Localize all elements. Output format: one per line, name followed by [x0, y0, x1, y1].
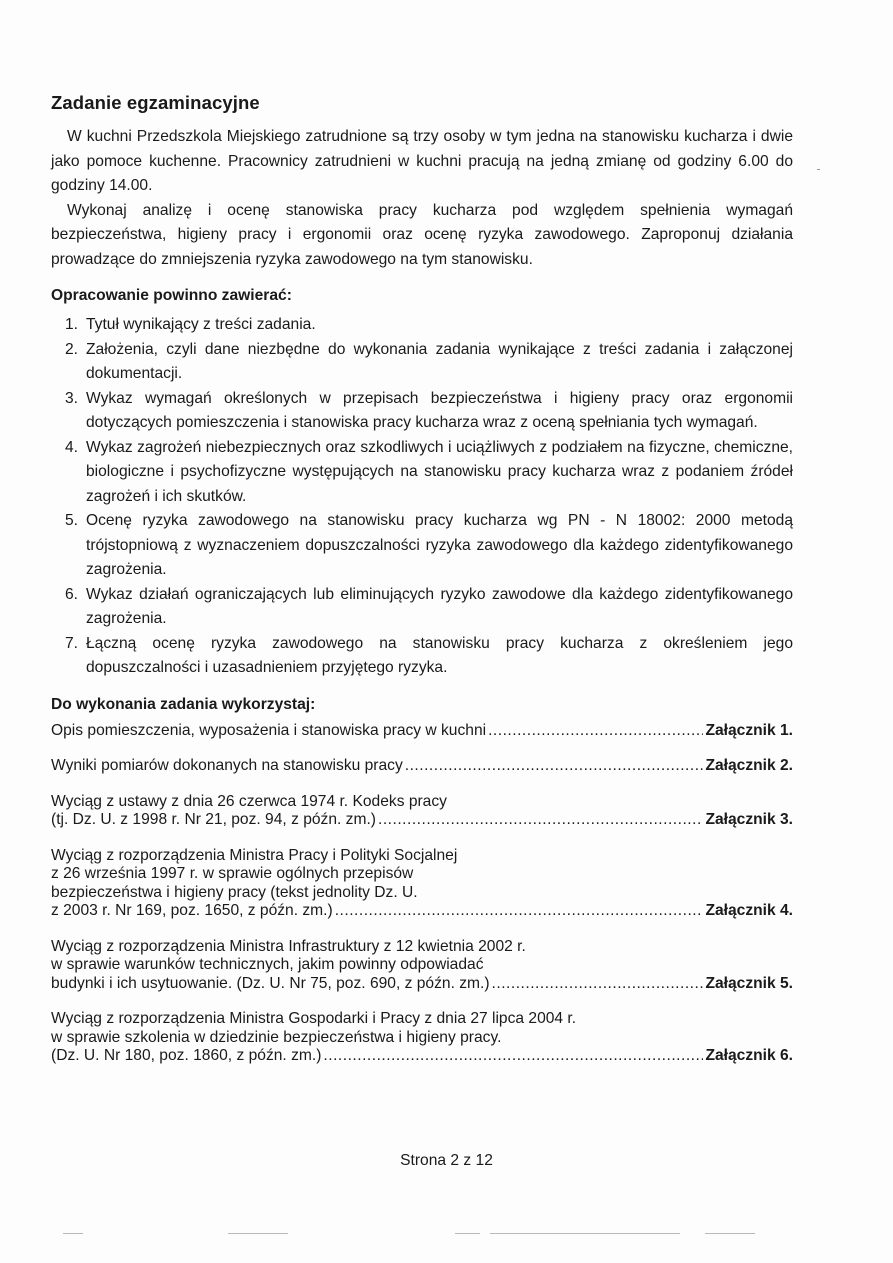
resource-entry-line: w sprawie szkolenia w dziedzinie bezpieczeństwa i higieny pracy. [51, 1028, 502, 1046]
resource-entry-line: z 26 września 1997 r. w sprawie ogólnych przepisów [51, 865, 414, 882]
requirements-heading: Opracowanie powinno zawierać: [51, 287, 292, 304]
leader-dots [405, 757, 704, 776]
page-number: Strona 2 z 12 [400, 1152, 493, 1169]
intro-paragraph-1: W kuchni Przedszkola Miejskiego zatrudnione są trzy osoby w tym jedna na stanowisku kucharza i dwie jako pomoce kuchenne. Pracownicy zatrudnieni w kuchni pracują na jedną zmianę od godziny 6.00 do godziny 14.00. [51, 128, 793, 194]
list-item [51, 632, 793, 681]
leader-dots [488, 722, 703, 741]
list-item [51, 436, 793, 510]
attachment-label: Załącznik 2. [705, 757, 793, 774]
attachment-label: Załącznik 3. [705, 811, 793, 828]
list-item [51, 509, 793, 583]
list-item [51, 387, 793, 436]
list-item-text: Wykaz działań ograniczających lub eliminujących ryzyko zawodowe dla każdego zidentyfikowanego zagrożenia. [86, 585, 793, 627]
scan-line [705, 1233, 755, 1234]
leader-dots [378, 811, 703, 830]
attachment-label: Załącznik 6. [705, 1047, 793, 1064]
page-title: Zadanie egzaminacyjne [51, 92, 260, 113]
scan-speck [817, 169, 820, 170]
leader-dots [335, 902, 704, 921]
list-item-text: Wykaz wymagań określonych w przepisach bezpieczeństwa i higieny pracy oraz ergonomii dotyczących pomieszczenia i stanowiska pracy kucharza wraz z oceną spełniania tych wymagań. [86, 389, 793, 431]
resource-entry-text: budynki i ich usytuowanie. (Dz. U. Nr 75, poz. 690, z późn. zm.) [51, 974, 490, 992]
resource-entry-line: Wyciąg z ustawy z dnia 26 czerwca 1974 r. Kodeks pracy [51, 792, 447, 810]
resource-entry-line: w sprawie warunków technicznych, jakim powinny odpowiadać [51, 956, 484, 973]
intro-paragraph-2: Wykonaj analizę i ocenę stanowiska pracy kucharza pod względem spełnienia wymagań bezpieczeństwa, higieny pracy i ergonomii oraz ocenę ryzyka zawodowego. Zaproponuj działania prowadzące do zmniejszenia ryzyka zawodowego na tym stanowisku. [51, 201, 793, 268]
resource-entry-3 [51, 793, 793, 830]
list-item [51, 338, 793, 387]
list-item-number: 6. [65, 585, 79, 603]
list-item-text: Łączną ocenę ryzyka zawodowego na stanowisku pracy kucharza z określeniem jego dopuszczalności i uzasadnieniem przyjętego ryzyka. [86, 634, 793, 676]
exam-page [51, 92, 793, 1083]
resource-entry-5 [51, 938, 793, 994]
list-item-text: Wykaz zagrożeń niebezpiecznych oraz szkodliwych i uciążliwych z podziałem na fizyczne, chemiczne, biologiczne i psychofizyczne występujących na stanowisku pracy kucharza wraz z podaniem źródeł zagrożeń i ich skutków. [86, 438, 793, 505]
resource-entry-text: (tj. Dz. U. z 1998 r. Nr 21, poz. 94, z późn. zm.) [51, 811, 376, 828]
resource-entry-text: (Dz. U. Nr 180, poz. 1860, z późn. zm.) [51, 1047, 322, 1064]
resource-entry-text: Opis pomieszczenia, wyposażenia i stanowiska pracy w kuchni [51, 721, 487, 739]
list-item-text: Tytuł wynikający z treści zadania. [86, 316, 316, 333]
resource-entry-line: bezpieczeństwa i higieny pracy (tekst jednolity Dz. U. [51, 883, 418, 901]
scan-line [63, 1233, 83, 1234]
attachment-label: Załącznik 4. [705, 902, 793, 919]
list-item-number: 2. [65, 340, 79, 358]
leader-dots [492, 975, 704, 994]
list-item-text: Ocenę ryzyka zawodowego na stanowisku pracy kucharza wg PN - N 18002: 2000 metodą trójstopniową z wyznaczeniem dopuszczalności ryzyka zawodowego dla każdego zidentyfikowanego zagrożenia. [86, 512, 793, 578]
scan-line [490, 1233, 680, 1234]
list-item-number: 4. [65, 438, 79, 456]
scan-line [228, 1233, 288, 1234]
resource-entry-2 [51, 757, 793, 776]
list-item-text: Założenia, czyli dane niezbędne do wykonania zadania wynikające z treści zadania i załączonej dokumentacji. [86, 340, 793, 382]
attachment-label: Załącznik 1. [705, 721, 793, 739]
resource-entry-4 [51, 847, 793, 921]
list-item-number: 7. [65, 634, 79, 652]
scan-line [455, 1233, 480, 1234]
attachment-label: Załącznik 5. [705, 974, 793, 992]
list-item-number: 3. [65, 389, 79, 407]
resource-entry-line: Wyciąg z rozporządzenia Ministra Infrastruktury z 12 kwietnia 2002 r. [51, 937, 526, 955]
resource-entry-1 [51, 722, 793, 741]
leader-dots [323, 1047, 703, 1066]
resources-list [51, 722, 793, 1066]
resources-heading: Do wykonania zadania wykorzystaj: [51, 695, 316, 713]
resource-entry-line: Wyciąg z rozporządzenia Ministra Pracy i Polityki Socjalnej [51, 846, 458, 864]
resource-entry-6 [51, 1010, 793, 1066]
list-item-number: 1. [65, 316, 79, 333]
requirements-list [51, 313, 793, 681]
list-item [51, 313, 793, 338]
list-item-number: 5. [65, 512, 79, 529]
resource-entry-line: Wyciąg z rozporządzenia Ministra Gospodarki i Pracy z dnia 27 lipca 2004 r. [51, 1010, 577, 1027]
resource-entry-text: z 2003 r. Nr 169, poz. 1650, z późn. zm.) [51, 902, 333, 919]
resource-entry-text: Wyniki pomiarów dokonanych na stanowisku pracy [51, 757, 403, 774]
list-item [51, 583, 793, 632]
